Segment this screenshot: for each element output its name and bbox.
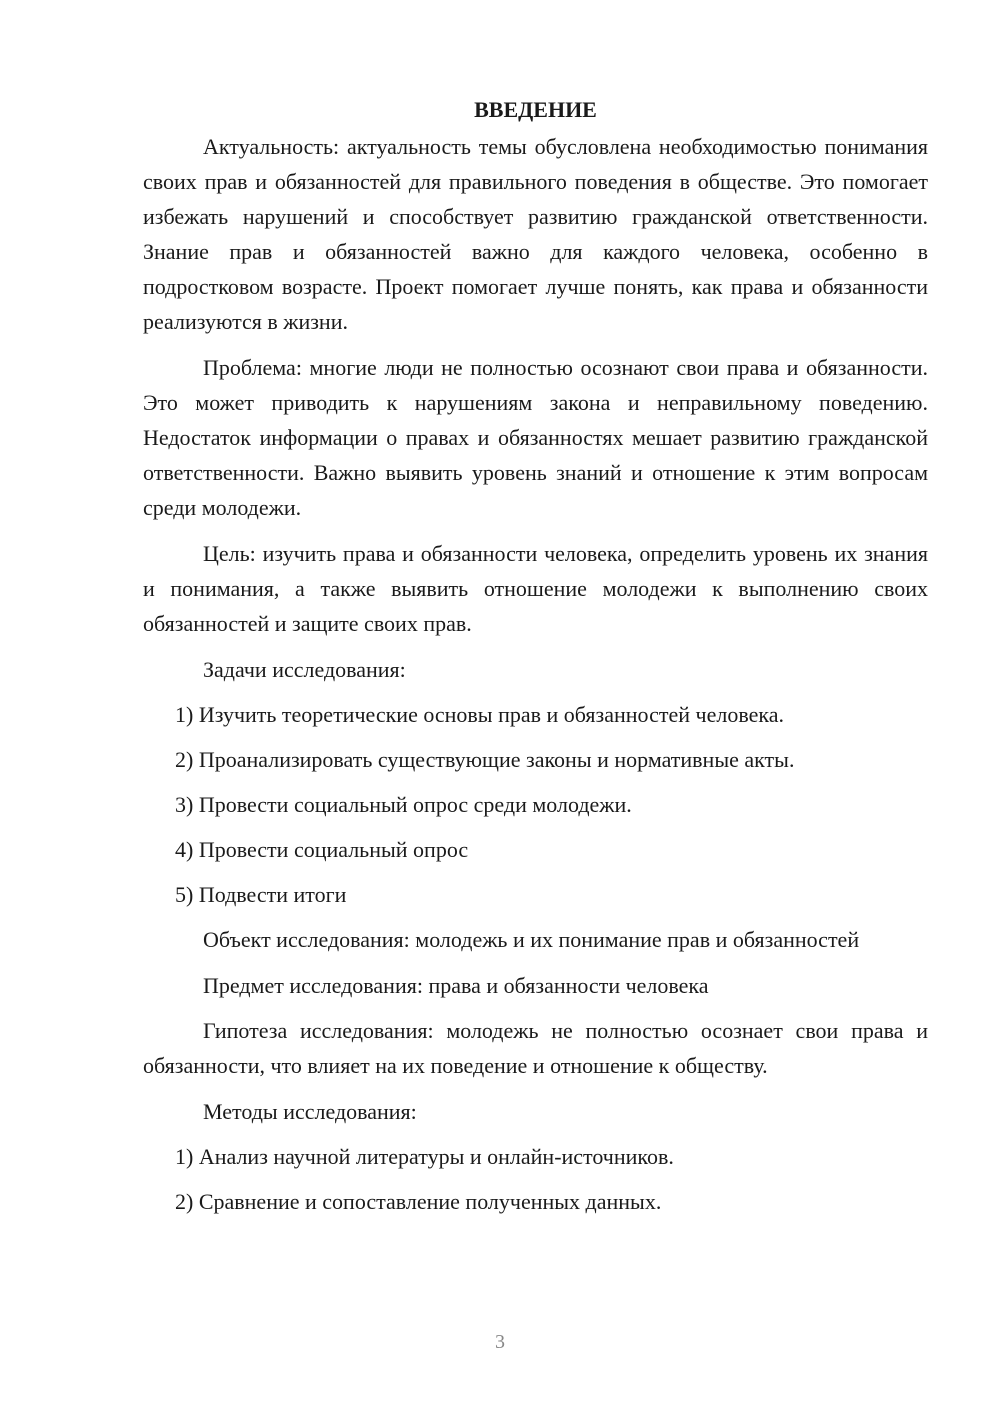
document-page <box>143 92 928 1229</box>
object-paragraph: Объект исследования: молодежь и их понимание прав и обязанностей <box>203 927 860 952</box>
subject-paragraph: Предмет исследования: права и обязанности человека <box>203 973 709 998</box>
section-title: ВВЕДЕНИЕ <box>474 97 597 122</box>
problem-paragraph: Проблема: многие люди не полностью осознают свои права и обязанности. Это может приводить к нарушениям закона и неправильному поведению. Недостаток информации о правах и обязанностях мешает развитию гражданской ответственности. Важно выявить уровень знаний и отношение к этим вопросам среди молодежи. <box>143 355 928 520</box>
tasks-heading: Задачи исследования: <box>203 657 406 682</box>
relevance-paragraph: Актуальность: актуальность темы обусловлена необходимостью понимания своих прав и обязанностей для правильного поведения в обществе. Это помогает избежать нарушений и способствует развитию гражданской ответственности. Знание прав и обязанностей важно для каждого человека, особенно в подростковом возрасте. Проект помогает лучше понять, как права и обязанности реализуются в жизни. <box>143 134 928 334</box>
task-item: 3) Провести социальный опрос среди молодежи. <box>175 792 632 817</box>
task-item: 5) Подвести итоги <box>175 882 347 907</box>
goal-paragraph: Цель: изучить права и обязанности человека, определить уровень их знания и понимания, а также выявить отношение молодежи к выполнению своих обязанностей и защите своих прав. <box>143 541 928 636</box>
page-number: 3 <box>495 1331 505 1353</box>
method-item: 1) Анализ научной литературы и онлайн-источников. <box>175 1144 674 1169</box>
methods-heading: Методы исследования: <box>203 1099 417 1124</box>
hypothesis-paragraph: Гипотеза исследования: молодежь не полностью осознает свои права и обязанности, что влияет на их поведение и отношение к обществу. <box>143 1018 928 1078</box>
task-item: 1) Изучить теоретические основы прав и обязанностей человека. <box>175 702 784 727</box>
task-item: 2) Проанализировать существующие законы и нормативные акты. <box>175 747 795 772</box>
task-item: 4) Провести социальный опрос <box>175 837 469 862</box>
method-item: 2) Сравнение и сопоставление полученных данных. <box>175 1189 662 1214</box>
